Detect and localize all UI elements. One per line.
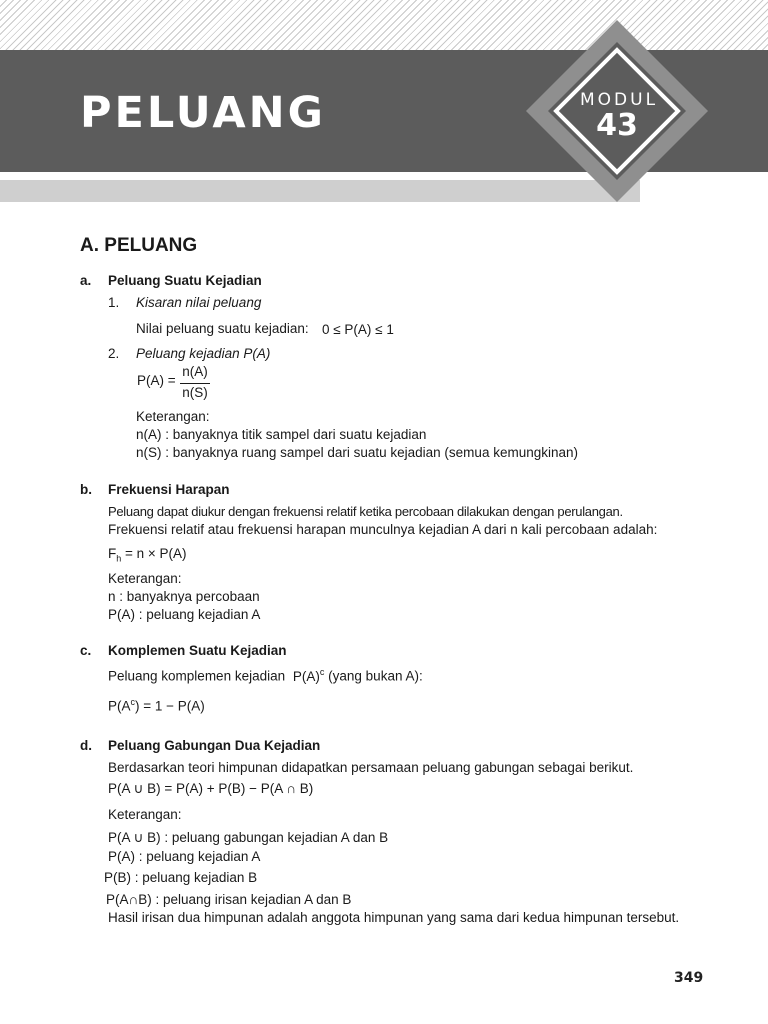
b-note-2: P(A) : peluang kejadian A [108,607,261,622]
a-note-label: Keterangan: [136,409,210,424]
frequency-formula-sub: h [116,553,122,564]
d-note-3: P(B) : peluang kejadian B [104,870,258,885]
b-paragraph-2: Frekuensi relatif atau frekuensi harapan munculnya kejadian A dari n kali percobaan adalah: [108,522,658,537]
modul-number: 43 [596,108,638,143]
c-text-after: (yang bukan A): [328,668,423,684]
section-heading: A. PELUANG [80,235,198,256]
fraction-bar [180,383,210,384]
subsection-b-title: Frekuensi Harapan [108,482,230,497]
d-note-5: Hasil irisan dua himpunan adalah anggota himpunan yang sama dari kedua himpunan tersebut. [108,910,680,925]
page-title: PELUANG [80,88,326,138]
frequency-formula-rest: = n × P(A) [121,546,187,561]
fraction-numerator: n(A) [182,364,208,379]
subsection-d-title: Peluang Gabungan Dua Kejadian [108,738,321,753]
item-1-text: Nilai peluang suatu kejadian: [136,321,309,336]
b-paragraph-1: Peluang dapat diukur dengan frekuensi relatif ketika percobaan dilakukan dengan perulangan. [108,504,623,519]
c-text-sup: c [319,667,325,677]
b-note-label: Keterangan: [108,571,182,586]
frequency-formula-main: F [108,546,117,561]
subsection-c-title: Komplemen Suatu Kejadian [108,643,287,658]
subsection-b-marker: b. [80,482,92,497]
d-note-2: P(A) : peluang kejadian A [108,849,261,864]
fraction-lhs: P(A) = [137,373,176,388]
subsection-d-marker: d. [80,738,92,753]
item-2-title: Peluang kejadian P(A) [136,346,271,361]
b-note-1: n : banyaknya percobaan [108,589,260,604]
a-note-1: n(A) : banyaknya titik sampel dari suatu kejadian [136,427,427,442]
complement-formula-a: P(A [108,698,131,714]
c-text-symbol: P(A) [292,668,320,684]
c-text [108,664,423,685]
complement-formula-b: ) = 1 − P(A) [135,698,205,714]
item-2-number: 2. [108,346,120,361]
fraction-denominator: n(S) [182,385,208,400]
union-formula: P(A ∪ B) = P(A) + P(B) − P(A ∩ B) [108,781,314,796]
d-intro: Berdasarkan teori himpunan didapatkan persamaan peluang gabungan sebagai berikut. [108,760,634,775]
c-text-before: Peluang komplemen kejadian [108,668,286,684]
subsection-a-marker: a. [80,273,92,288]
modul-label: MODUL [580,90,659,110]
item-1-formula: 0 ≤ P(A) ≤ 1 [322,322,394,337]
item-1-title: Kisaran nilai peluang [136,295,262,310]
item-1-number: 1. [108,295,120,310]
a-note-2: n(S) : banyaknya ruang sampel dari suatu kejadian (semua kemungkinan) [136,445,578,460]
frequency-formula [108,545,187,568]
subsection-a-title: Peluang Suatu Kejadian [108,273,262,288]
d-note-1: P(A ∪ B) : peluang gabungan kejadian A dan B [108,830,389,845]
d-note-4: P(A∩B) : peluang irisan kejadian A dan B [106,892,352,907]
subsection-c-marker: c. [80,643,92,658]
complement-formula-sup: c [130,697,136,707]
d-note-label: Keterangan: [108,807,182,822]
complement-formula [108,694,205,715]
probability-fraction-formula [137,364,217,404]
page-number: 349 [674,970,704,986]
